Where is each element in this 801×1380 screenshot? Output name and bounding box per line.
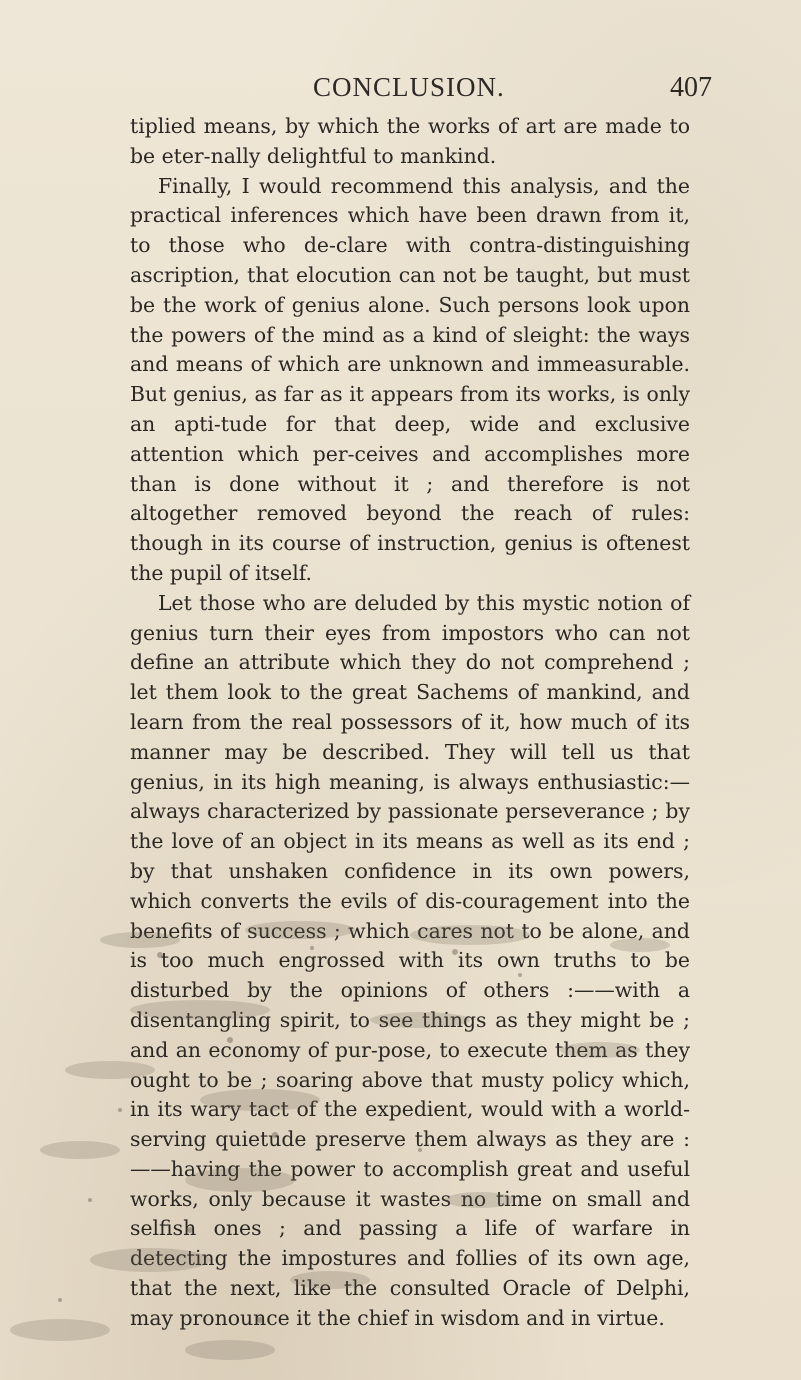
running-head: CONCLUSION. — [313, 72, 505, 102]
paragraph-genius: Let those who are deluded by this mystic notion of genius turn their eyes from impostors who can not define an attribute which they do not comprehend ; let them look to the great Sachems of mankind, and learn from the real possessors of it, how much of its manner may be described. They will tell us that genius, in its high meaning, is always enthusiastic:— always characterized by passionate perseverance ; by the love of an object in its means as well as its end ; by that unshaken confidence in its own powers, which converts the evils of dis-couragement into the benefits of success ; which cares not to be alone, and is too much engrossed with its own truths to be disturbed by the opinions of others :——with a disentangling spirit, to see things as they might be ; and an economy of pur-pose, to execute them as they ought to be ; soaring above that musty policy which, in its wary tact of the expedient, would with a world-serving quietude preserve them always as they are :——having the power to accomplish great and useful works, only because it wastes no time on small and selfish ones ; and passing a life of warfare in detecting the impostures and follies of its own age, that the next, like the consulted Oracle of Delphi, may pronounce it the chief in wisdom and in virtue. — [130, 590, 690, 1330]
paragraph-finally: Finally, I would recommend this analysis, and the practical inferences which have been drawn from it, to those who de-clare with contra-distinguishing ascription, that elocution can not be taught, but must be the work of genius alone. Such persons look upon the powers of the mind as a kind of sleight: the ways and means of which are unknown and immeasurable. But genius, as far as it appears from its works, is only an apti-tude for that deep, wide and exclusive attention which per-ceives and accomplishes more than is done without it ; and therefore is not altogether removed beyond the reach of rules: though in its course of instruction, genius is oftenest the pupil of itself. — [130, 173, 690, 585]
page-header — [0, 72, 801, 112]
paragraph-continuation: tiplied means, by which the works of art are made to be eter-nally delightful to mankind. — [130, 114, 690, 168]
page-number: 407 — [670, 72, 712, 103]
body-text — [130, 112, 690, 1334]
